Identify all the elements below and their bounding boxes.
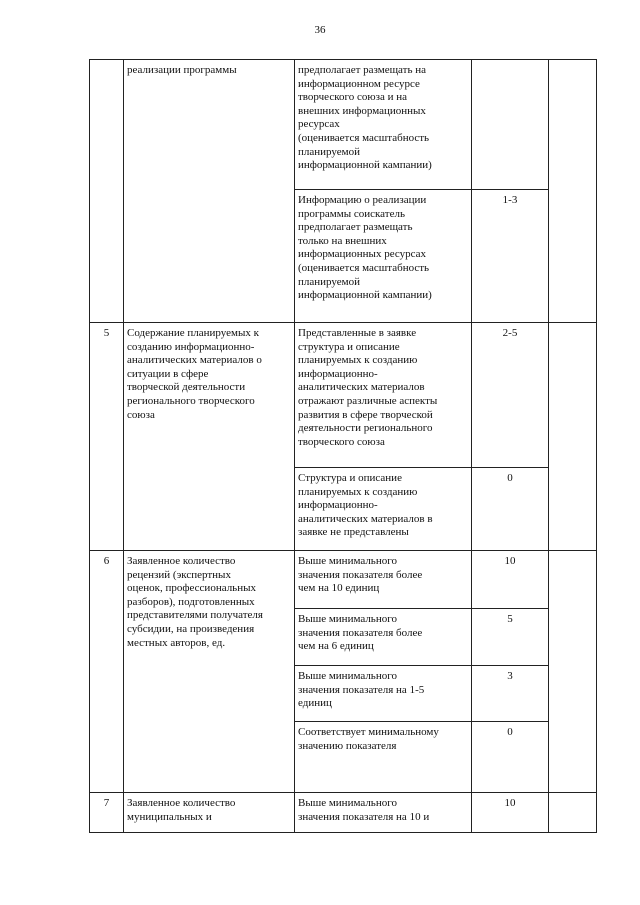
table-row (90, 60, 597, 190)
option-text: Выше минимального значения показателя на 10 и (295, 793, 472, 833)
score-value: 0 (472, 468, 549, 551)
row-number: 5 (90, 323, 124, 551)
option-text: Информацию о реализации программы соискатель предполагает размещать только на внешних информационных ресурсах (оценивается масштабность планируемой информационной кампании) (295, 190, 472, 323)
criteria-table (89, 59, 597, 833)
criterion-text: Заявленное количество рецензий (экспертных оценок, профессиональных разборов), подготовленных представителями получателя субсидии, на произведения местных авторов, ед. (124, 551, 295, 793)
criterion-text: Заявленное количество муниципальных и (124, 793, 295, 833)
points-cell (549, 323, 597, 551)
option-text: Представленные в заявке структура и описание планируемых к созданию информационно- аналитических материалов отражают различные аспекты развития в сфере творческой деятельности регионального творческого союза (295, 323, 472, 468)
score-value: 0 (472, 722, 549, 793)
score-value: 2-5 (472, 323, 549, 468)
page-number: 36 (314, 24, 326, 36)
score-value: 1-3 (472, 190, 549, 323)
row-number (90, 60, 124, 323)
score-value: 10 (472, 793, 549, 833)
row-number: 7 (90, 793, 124, 833)
option-text: Выше минимального значения показателя на 1-5 единиц (295, 666, 472, 722)
score-value: 3 (472, 666, 549, 722)
score-value: 10 (472, 551, 549, 609)
points-cell (549, 60, 597, 323)
table-row (90, 323, 597, 468)
criterion-text: реализации программы (124, 60, 295, 323)
option-text: Соответствует минимальному значению показателя (295, 722, 472, 793)
score-value (472, 60, 549, 190)
option-text: Структура и описание планируемых к созданию информационно- аналитических материалов в заявке не представлены (295, 468, 472, 551)
row-number: 6 (90, 551, 124, 793)
option-text: Выше минимального значения показателя более чем на 10 единиц (295, 551, 472, 609)
table-row (90, 551, 597, 609)
criterion-text: Содержание планируемых к созданию информационно- аналитических материалов о ситуации в сфере творческой деятельности регионального творческого союза (124, 323, 295, 551)
points-cell (549, 551, 597, 793)
option-text: Выше минимального значения показателя более чем на 6 единиц (295, 609, 472, 666)
score-value: 5 (472, 609, 549, 666)
table-row (90, 793, 597, 833)
points-cell (549, 793, 597, 833)
option-text: предполагает размещать на информационном ресурсе творческого союза и на внешних информационных ресурсах (оценивается масштабность планируемой информационной кампании) (295, 60, 472, 190)
